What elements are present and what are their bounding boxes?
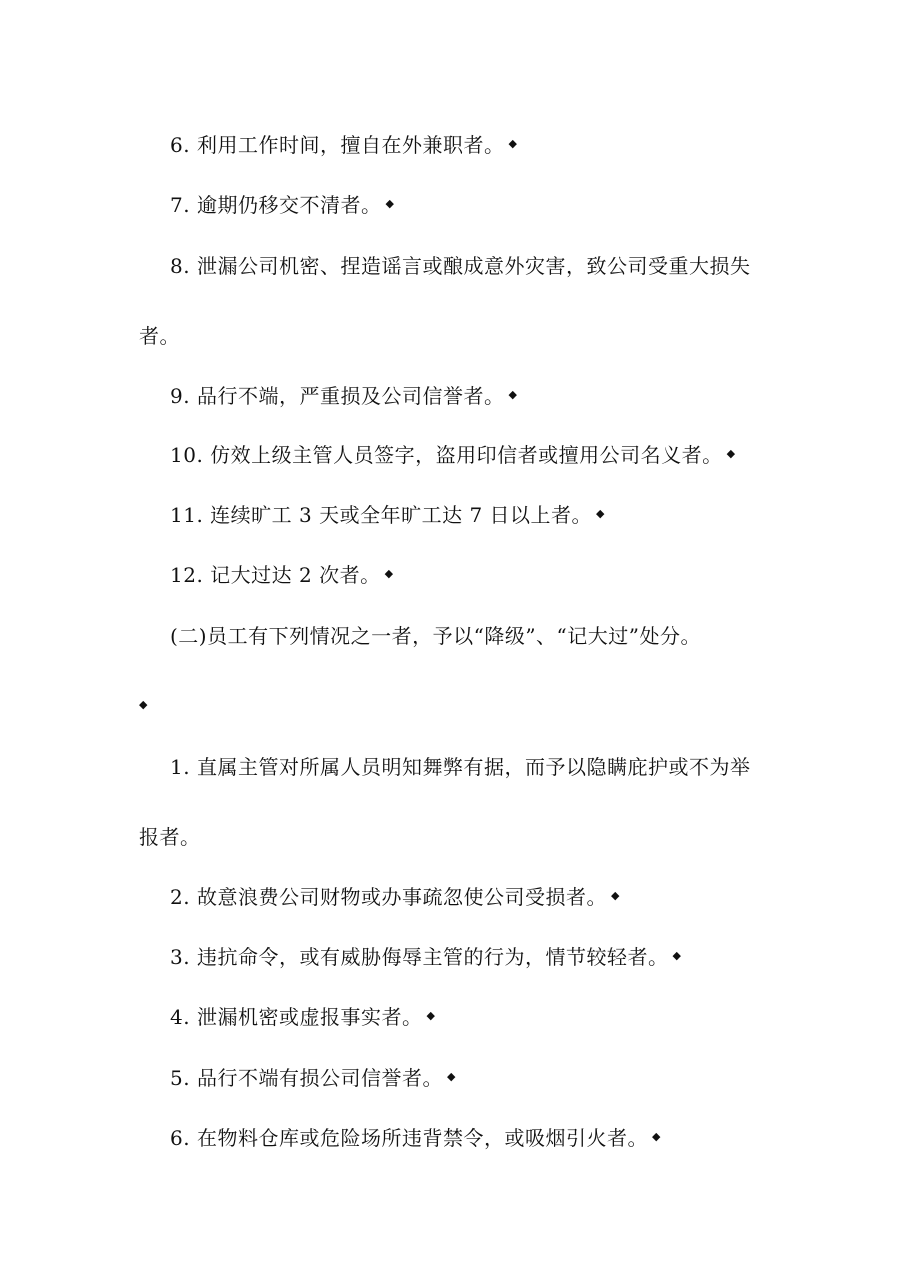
list-item-continuation <box>139 322 779 350</box>
list-item <box>139 943 810 971</box>
paragraph-mark-icon: ◆ <box>139 698 148 711</box>
line-text: 5. 品行不端有损公司信誉者。 <box>170 1066 443 1090</box>
line-text: 10. 仿效上级主管人员签字，盗用印信者或擅用公司名义者。 <box>170 443 723 467</box>
paragraph-mark-icon: ◆ <box>596 507 606 520</box>
list-item <box>139 382 810 410</box>
list-item <box>139 441 810 469</box>
line-text: 6. 在物料仓库或危险场所违背禁令，或吸烟引火者。 <box>170 1126 648 1150</box>
paragraph-mark-icon: ◆ <box>610 889 620 902</box>
paragraph-mark-icon: ◆ <box>726 447 736 460</box>
list-item <box>139 1003 810 1031</box>
list-item <box>139 191 810 219</box>
line-text: 11. 连续旷工 3 天或全年旷工达 7 日以上者。 <box>170 503 593 527</box>
line-text: 2. 故意浪费公司财物或办事疏忽使公司受损者。 <box>170 885 607 909</box>
list-item-continuation <box>139 823 779 851</box>
line-text: 9. 品行不端，严重损及公司信誉者。 <box>170 384 505 408</box>
list-item <box>139 252 810 280</box>
list-item <box>139 561 810 589</box>
line-text: 6. 利用工作时间，擅自在外兼职者。 <box>170 133 505 157</box>
paragraph-mark-icon: ◆ <box>508 388 518 401</box>
list-item <box>139 501 810 529</box>
line-text: 1. 直属主管对所属人员明知舞弊有据，而予以隐瞒庇护或不为举 <box>170 755 751 779</box>
section-heading <box>139 622 810 650</box>
empty-paragraph <box>139 692 779 720</box>
line-text: 8. 泄漏公司机密、捏造谣言或酿成意外灾害，致公司受重大损失 <box>170 254 751 278</box>
paragraph-mark-icon: ◆ <box>672 949 682 962</box>
line-text: (二)员工有下列情况之一者，予以“降级”、“记大过”处分。 <box>170 624 702 648</box>
paragraph-mark-icon: ◆ <box>384 567 394 580</box>
list-item <box>139 883 810 911</box>
line-text: 4. 泄漏机密或虚报事实者。 <box>170 1005 423 1029</box>
paragraph-mark-icon: ◆ <box>508 137 518 150</box>
list-item <box>139 753 810 781</box>
paragraph-mark-icon: ◆ <box>426 1009 436 1022</box>
paragraph-mark-icon: ◆ <box>446 1070 456 1083</box>
list-item <box>139 131 810 159</box>
list-item <box>139 1124 810 1152</box>
line-text: 报者。 <box>139 825 201 849</box>
line-text: 者。 <box>139 324 180 348</box>
list-item <box>139 1064 810 1092</box>
line-text: 7. 逾期仍移交不清者。 <box>170 193 382 217</box>
line-text: 12. 记大过达 2 次者。 <box>170 563 381 587</box>
paragraph-mark-icon: ◆ <box>651 1130 661 1143</box>
paragraph-mark-icon: ◆ <box>385 197 395 210</box>
line-text: 3. 违抗命令，或有威胁侮辱主管的行为，情节较轻者。 <box>170 945 669 969</box>
